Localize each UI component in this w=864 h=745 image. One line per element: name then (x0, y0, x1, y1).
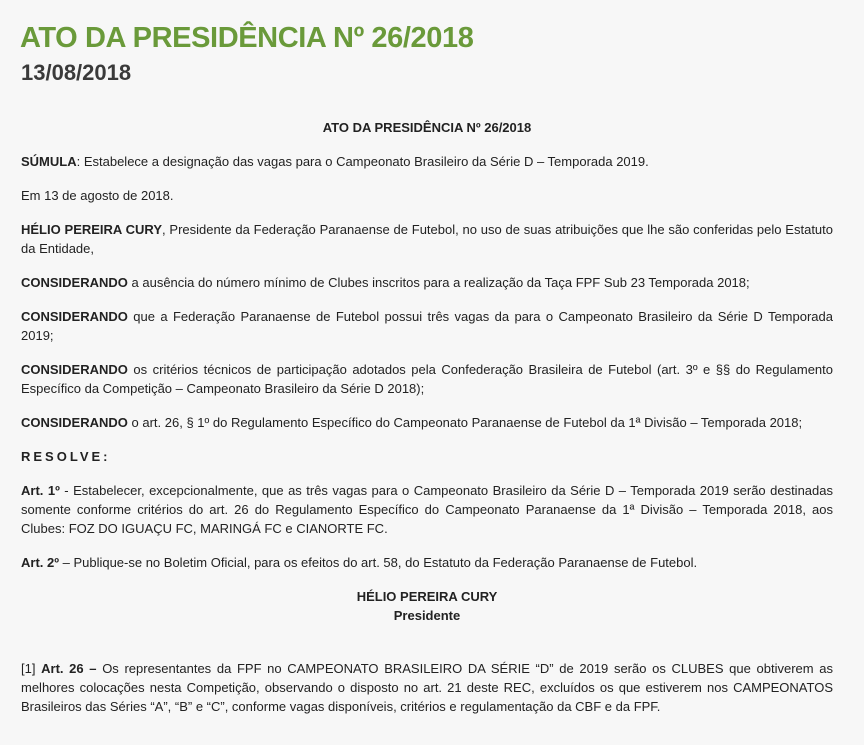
article-1-label: Art. 1º (21, 483, 60, 498)
considerando-label: CONSIDERANDO (21, 275, 128, 290)
considerando-paragraph-1 (21, 273, 833, 292)
considerando-text: o art. 26, § 1º do Regulamento Específico do Campeonato Paranaense de Futebol da 1ª Divisão – Temporada 2018; (127, 415, 803, 430)
president-paragraph (21, 220, 833, 258)
article-1-text: - Estabelecer, excepcionalmente, que as três vagas para o Campeonato Brasileiro da Série D – Temporada 2019 serão destinadas somente conforme critérios do art. 26 do Regulamento Específico do Campeonato Paranaense da 1ª Divisão – Temporada 2018, aos Clubes: FOZ DO IGUAÇU FC, MARINGÁ FC e CIANORTE FC. (21, 483, 833, 536)
article-2-label: Art. 2º (21, 555, 59, 570)
considerando-paragraph-3 (21, 360, 833, 398)
considerando-text: que a Federação Paranaense de Futebol possui três vagas da para o Campeonato Brasileiro da Série D Temporada 2019; (21, 309, 833, 343)
considerando-label: CONSIDERANDO (21, 309, 128, 324)
sumula-label: SÚMULA (21, 154, 77, 169)
president-name: HÉLIO PEREIRA CURY (21, 222, 162, 237)
considerando-label: CONSIDERANDO (21, 415, 128, 430)
footnote-label: Art. 26 – (41, 661, 97, 676)
sumula-text: : Estabelece a designação das vagas para o Campeonato Brasileiro da Série D – Temporada 2019. (76, 154, 649, 169)
document-heading: ATO DA PRESIDÊNCIA Nº 26/2018 (322, 120, 532, 135)
footnote-ref[interactable]: [1] (21, 661, 42, 676)
signature-block (21, 587, 833, 625)
date-line: Em 13 de agosto de 2018. (21, 188, 174, 203)
footnote-text: Os representantes da FPF no CAMPEONATO BRASILEIRO DA SÉRIE “D” de 2019 serão os CLUBES que obtiverem as melhores colocações nesta Competição, observando o disposto no art. 21 deste REC, excluídos os que estiverem nos CAMPEONATOS Brasileiros das Séries “A”, “B” e “C”, conforme vagas disponíveis, critérios e regulamentação da CBF e da FPF. (21, 661, 833, 714)
document-body (21, 118, 833, 731)
article-2 (21, 553, 833, 572)
article-2-text: – Publique-se no Boletim Oficial, para os efeitos do art. 58, do Estatuto da Federação Paranaense de Futebol. (58, 555, 698, 570)
considerando-paragraph-4 (21, 413, 833, 432)
president-intro: , Presidente da Federação Paranaense de Futebol, no uso de suas atribuições que lhe são conferidas pelo Estatuto da Entidade, (21, 222, 834, 256)
considerando-paragraph-2 (21, 307, 833, 345)
sumula-paragraph (21, 152, 833, 171)
considerando-label: CONSIDERANDO (21, 362, 128, 377)
page-date: 13/08/2018 (21, 60, 132, 85)
signature-name: HÉLIO PEREIRA CURY (356, 589, 498, 604)
resolve-heading: RESOLVE: (21, 449, 111, 464)
considerando-text: os critérios técnicos de participação adotados pela Confederação Brasileira de Futebol (art. 3º e §§ do Regulamento Específico da Competição – Campeonato Brasileiro da Série D 2018); (21, 362, 833, 396)
considerando-text: a ausência do número mínimo de Clubes inscritos para a realização da Taça FPF Sub 23 Temporada 2018; (127, 275, 750, 290)
footnote (21, 659, 833, 716)
article-1 (21, 481, 833, 538)
signature-role: Presidente (393, 608, 461, 623)
page-title: ATO DA PRESIDÊNCIA Nº 26/2018 (20, 22, 474, 54)
